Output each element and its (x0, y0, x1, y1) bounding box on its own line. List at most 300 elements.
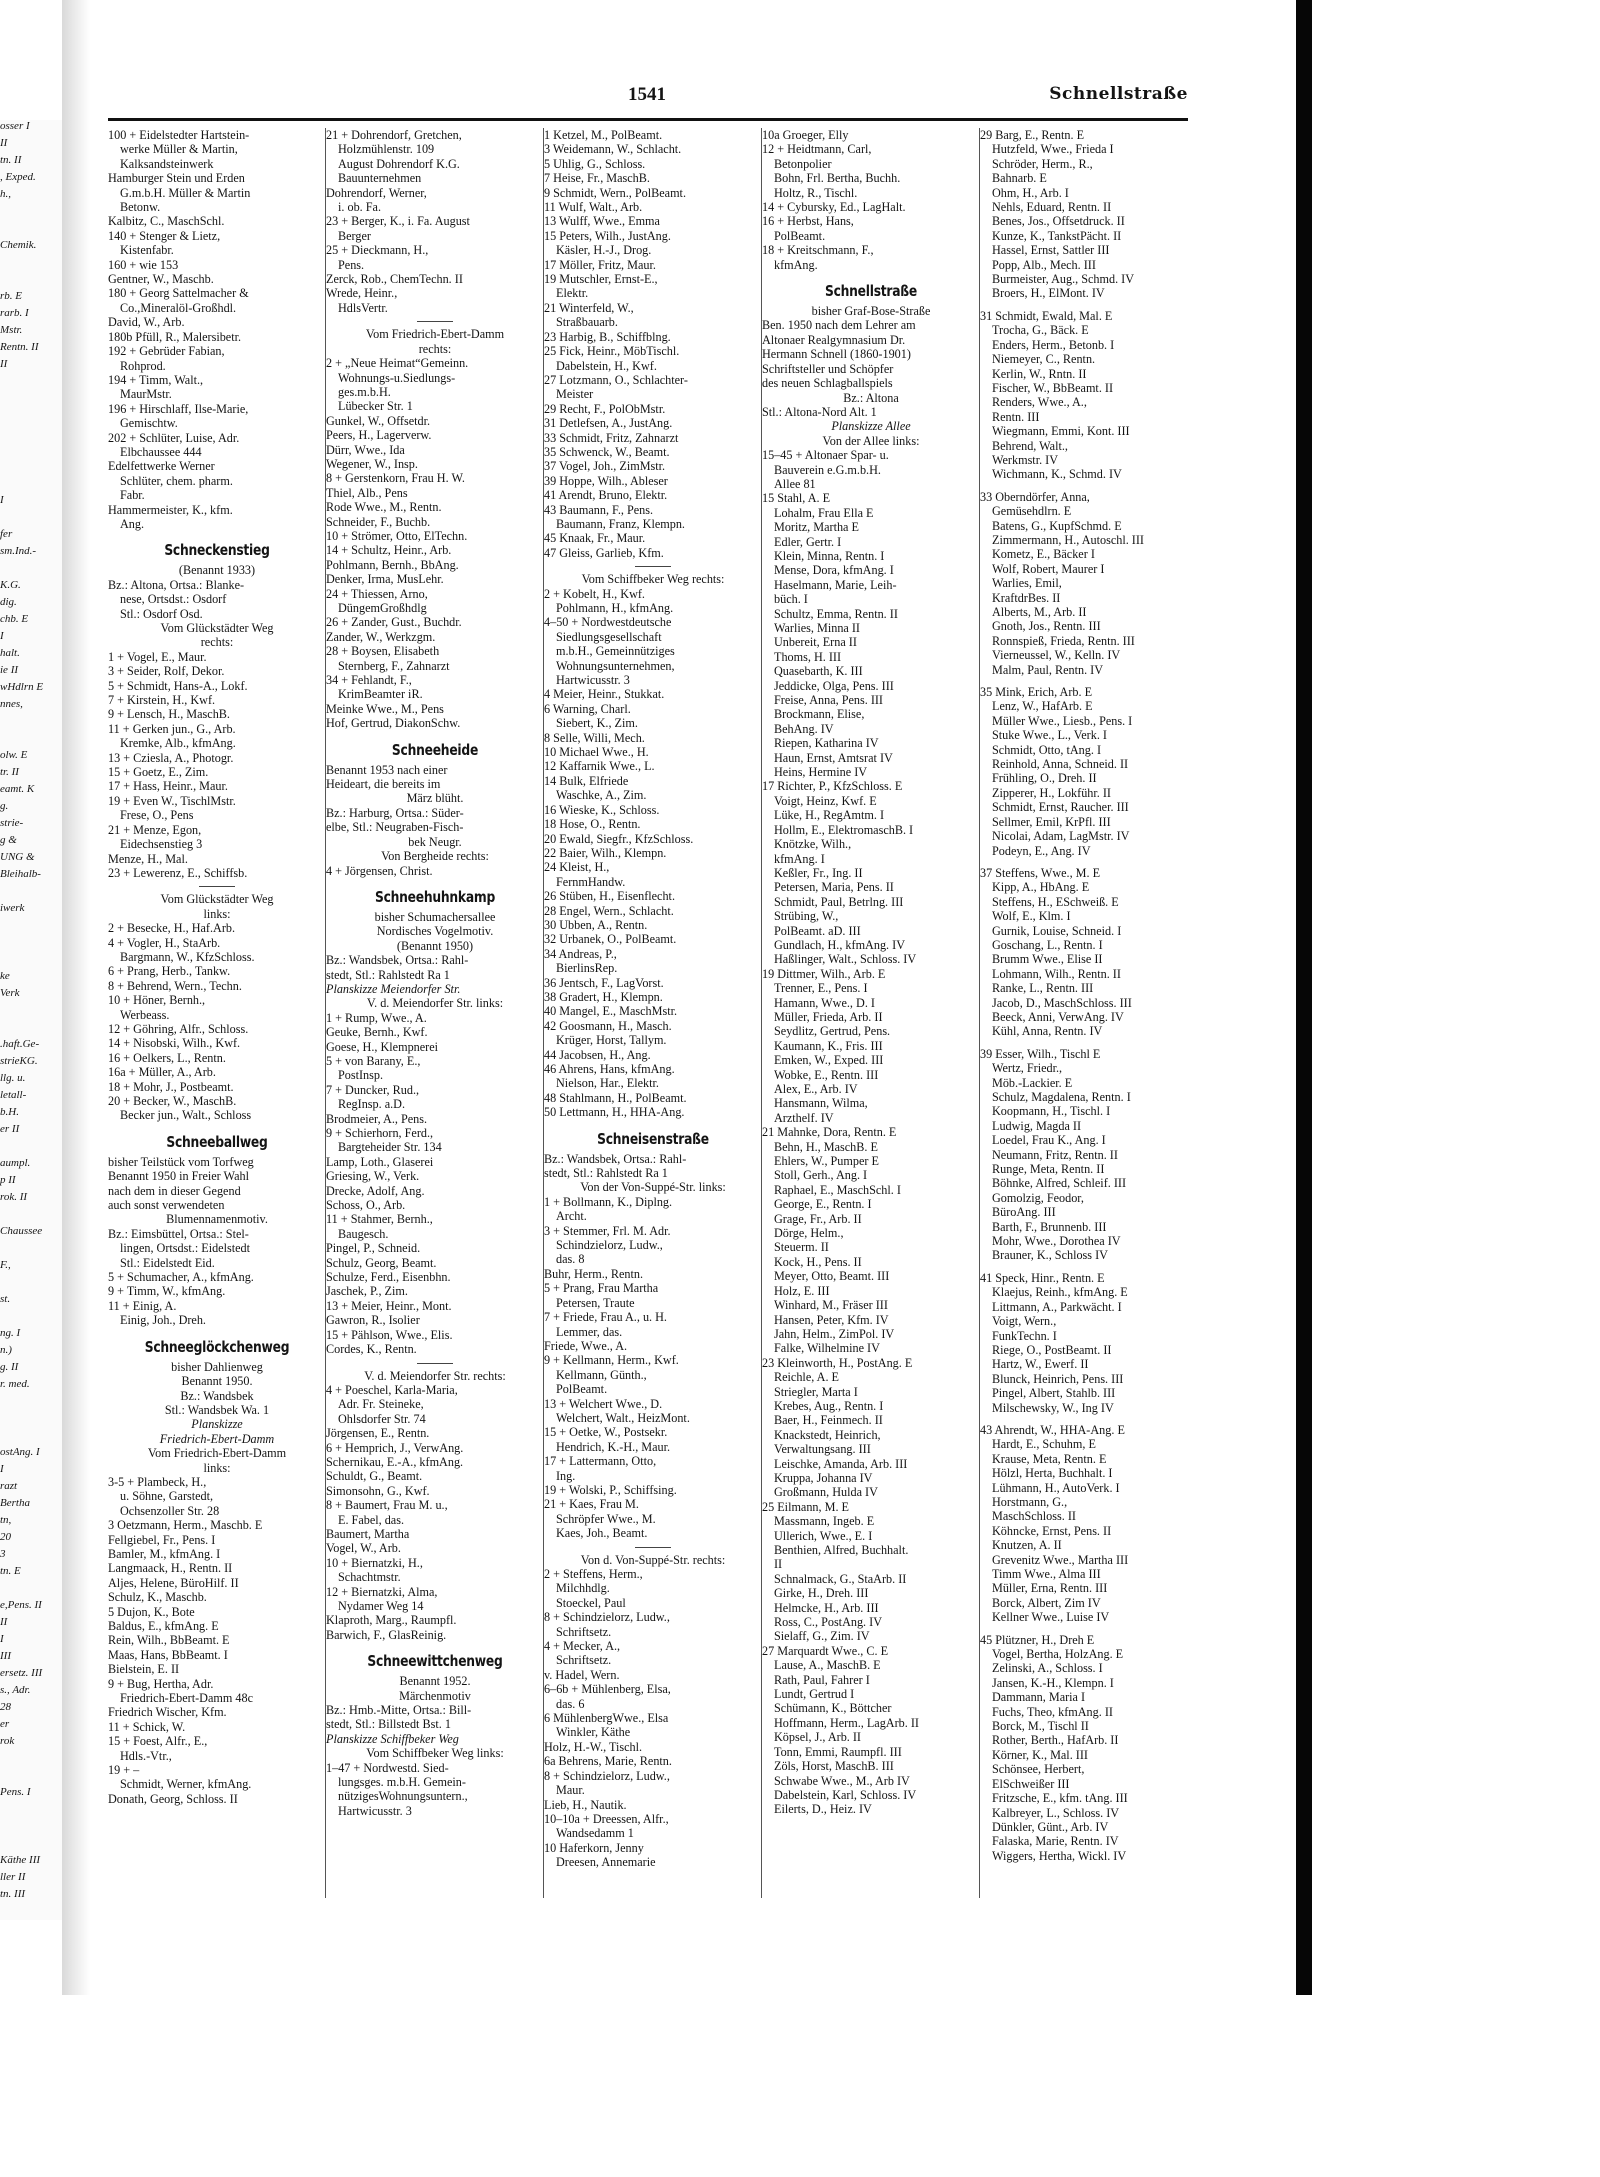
directory-entry: Friedrich-Ebert-Damm (159, 1431, 275, 1446)
directory-entry: Kaes, Joh., Beamt. (556, 1526, 648, 1541)
directory-entry: 5 Uhlig, G., Schloss. (544, 156, 646, 171)
directory-entry: i. ob. Fa. (338, 200, 381, 215)
directory-entry: Becker jun., Walt., Schloss (120, 1108, 252, 1123)
directory-entry: DüngemGroßhdlg (338, 601, 427, 615)
directory-entry: Tonn, Emmi, Raumpfl. III (774, 1744, 902, 1759)
directory-entry: Ing. (556, 1468, 576, 1483)
directory-entry: Müller, Erna, Rentn. III (992, 1581, 1108, 1596)
margin-fragment: I (0, 1463, 4, 1475)
directory-entry: Wertz, Friedr., (992, 1061, 1063, 1076)
directory-entry: 45 Knaak, Fr., Maur. (544, 531, 646, 546)
directory-entry: Ullerich, Wwe., E. I (774, 1528, 873, 1543)
directory-entry: 25 Eilmann, M. E (762, 1499, 849, 1514)
directory-entry: 33 Oberndörfer, Anna, (980, 489, 1090, 504)
directory-entry: Gawron, R., Isolier (326, 1313, 420, 1328)
directory-entry: Werkmstr. IV (992, 452, 1059, 467)
directory-entry: Planskizze Meiendorfer Str. (326, 981, 461, 996)
directory-entry: Milchhdlg. (556, 1581, 610, 1596)
directory-entry: Borck, Albert, Zim IV (992, 1595, 1101, 1610)
directory-entry: 8 Selle, Willi, Mech. (544, 730, 645, 745)
directory-entry: Cordes, K., Rentn. (326, 1342, 417, 1357)
directory-entry: Haselmann, Marie, Leih- (774, 577, 897, 592)
margin-fragment: Pens. I (0, 1786, 31, 1798)
page-header (108, 84, 1188, 118)
directory-entry: Brumm Wwe., Elise II (992, 952, 1103, 967)
directory-entry: August Dohrendorf K.G. (338, 156, 460, 171)
directory-entry: nese, Ortsdst.: Osdorf (120, 592, 227, 607)
directory-entry: Helmcke, H., Arb. III (774, 1600, 879, 1615)
directory-entry: PolBeamt. aD. III (774, 923, 861, 938)
directory-entry: 9 + Kellmann, Herm., Kwf. (544, 1353, 679, 1368)
directory-entry: (Benannt 1933) (178, 563, 256, 578)
directory-entry: Benannt 1953 nach einer (326, 762, 448, 777)
directory-entry: Winhard, M., Fräser III (774, 1298, 888, 1313)
directory-entry: Brockmann, Elise, (774, 707, 865, 722)
directory-entry: Schulz, K., Maschb. (108, 1590, 207, 1605)
directory-entry: 5 Dujon, K., Bote (108, 1604, 195, 1619)
directory-entry: Heideart, die bereits im (326, 777, 441, 792)
directory-entry: 21 Winterfeld, W., (544, 300, 634, 315)
directory-entry: Kellmann, Günth., (556, 1367, 647, 1382)
directory-entry: Dabelstein, H., Kwf. (556, 358, 657, 373)
directory-entry: Stuke Wwe., L., Verk. I (992, 728, 1107, 743)
directory-entry: 10 Michael Wwe., H. (544, 745, 649, 760)
directory-entry: 18 + Mohr, J., Postbeamt. (108, 1079, 234, 1094)
directory-entry: 12 + Biernatzki, Alma, (326, 1584, 438, 1599)
margin-fragment: s., Adr. (0, 1684, 31, 1696)
margin-fragment: g. (0, 800, 9, 812)
directory-entry: Von Bergheide rechts: (381, 849, 489, 864)
directory-entry: 3 Weidemann, W., Schlacht. (544, 142, 682, 157)
directory-entry: Ehlers, W., Pumper E (774, 1154, 879, 1169)
directory-entry: Simonsohn, G., Kwf. (326, 1483, 430, 1498)
directory-entry: 15 + Foest, Alfr., E., (108, 1734, 208, 1749)
directory-entry: bek Neugr. (408, 834, 462, 849)
directory-entry: 34 Andreas, P., (544, 946, 617, 961)
directory-entry: Bz.: Altona (843, 390, 899, 405)
directory-entry: Bahnarb. E (992, 171, 1047, 186)
directory-entry: 2 + „Neue Heimat“Gemeinn. (326, 356, 469, 371)
directory-entry: Von der Von-Suppé-Str. links: (580, 1180, 726, 1195)
margin-fragment: halt. (0, 647, 20, 659)
directory-entry: 41 Speck, Hinr., Rentn. E (980, 1270, 1105, 1285)
margin-fragment: Verk (0, 987, 20, 999)
directory-entry: Broers, H., ElMont. IV (992, 286, 1105, 301)
directory-entry: Popp, Alb., Mech. III (992, 257, 1096, 272)
directory-entry: 17 Richter, P., KfzSchloss. E (762, 779, 903, 794)
directory-entry: Hamann, Wwe., D. I (774, 995, 875, 1010)
directory-entry: Bargteheider Str. 134 (338, 1140, 442, 1155)
directory-entry: Alex, E., Arb. IV (774, 1082, 858, 1096)
directory-entry: 9 + Timm, W., kfmAng. (108, 1284, 226, 1299)
directory-entry: MaurMstr. (120, 387, 172, 402)
margin-fragment: p II (0, 1174, 16, 1186)
directory-entry: Schmidt, Otto, tAng. I (992, 742, 1102, 757)
directory-entry: Waschke, A., Zim. (556, 788, 647, 803)
directory-entry: Donath, Georg, Schloss. II (108, 1791, 238, 1806)
directory-entry: 17 + Hass, Heinr., Maur. (108, 779, 228, 794)
directory-entry: Holtz, R., Tischl. (774, 185, 858, 200)
margin-fragment: 28 (0, 1701, 11, 1713)
directory-entry: 39 Esser, Wilh., Tischl E (980, 1046, 1101, 1061)
directory-entry: Steffens, H., ESchweiß. E (992, 894, 1119, 909)
directory-entry: Barth, F., Brunnenb. III (992, 1219, 1107, 1234)
directory-entry: Littmann, A., Parkwächt. I (992, 1299, 1122, 1314)
directory-entry: Keßler, Fr., Ing. II (774, 865, 863, 880)
spacer (980, 1415, 1198, 1423)
directory-entry: 140 + Stenger & Lietz, (108, 228, 221, 243)
directory-entry: George, E., Rentn. I (774, 1197, 872, 1212)
directory-entry: 100 + Eidelstedter Hartstein- (108, 128, 250, 142)
directory-entry: Altonaer Realgymnasium Dr. (762, 332, 906, 347)
directory-entry: Fabr. (120, 488, 145, 503)
directory-entry: Ang. (120, 516, 145, 531)
margin-fragment: ersetz. III (0, 1667, 43, 1679)
directory-entry: Vom Schiffbeker Weg rechts: (581, 572, 725, 587)
margin-fragment: llg. u. (0, 1072, 26, 1084)
directory-entry: 15 + Oetke, W., Postsekr. (544, 1425, 668, 1440)
directory-entry: Drecke, Adolf, Ang. (326, 1183, 425, 1198)
directory-entry: 35 Mink, Erich, Arb. E (980, 685, 1093, 700)
spacer (980, 1263, 1198, 1271)
directory-entry: lungsges. m.b.H. Gemein- (338, 1775, 466, 1790)
directory-entry: Hammermeister, K., kfm. (108, 502, 233, 517)
directory-entry: 17 Möller, Fritz, Maur. (544, 257, 656, 272)
directory-entry: Dammann, Maria I (992, 1690, 1086, 1705)
directory-entry: Gundlach, H., kfmAng. IV (774, 937, 905, 952)
directory-entry: 27 Marquardt Wwe., C. E (762, 1643, 889, 1658)
directory-entry: Schulz, Georg, Beamt. (326, 1255, 437, 1270)
margin-fragment: ng. I (0, 1327, 21, 1339)
directory-entry: 192 + Gebrüder Fabian, (108, 344, 225, 359)
directory-entry: Wohnungsunternehmen, (556, 658, 675, 673)
header-rule (108, 118, 1188, 121)
directory-entry: G.m.b.H. Müller & Martin (120, 185, 251, 200)
directory-entry: Kalksandsteinwerk (120, 156, 214, 171)
directory-entry: Thoms, H. III (774, 649, 842, 664)
directory-entry: Bargmann, W., KfzSchloss. (120, 949, 255, 964)
directory-entry: Zimmermann, H., Autoschl. III (992, 532, 1144, 547)
directory-entry: 18 Hose, O., Rentn. (544, 817, 641, 832)
directory-entry: Gomolzig, Feodor, (992, 1190, 1084, 1205)
directory-entry: Enders, Herm., Betonb. I (992, 337, 1115, 352)
directory-entry: Trocha, G., Bäck. E (992, 323, 1089, 338)
directory-entry: Lamp, Loth., Glaserei (326, 1154, 434, 1169)
directory-entry: 11 + Stahmer, Bernh., (326, 1212, 433, 1227)
directory-entry: Holzmühlenstr. 109 (338, 142, 435, 157)
margin-fragment: Käthe III (0, 1854, 41, 1866)
directory-entry: Friede, Wwe., A. (544, 1338, 628, 1353)
directory-entry: Friedrich Wischer, Kfm. (108, 1705, 227, 1720)
directory-entry: Gurnik, Louise, Schneid. I (992, 923, 1122, 938)
margin-fragment: ke (0, 970, 10, 982)
directory-entry: 27 Lotzmann, O., Schlachter- (544, 372, 688, 387)
directory-entry: 9 Schmidt, Wern., PolBeamt. (544, 185, 686, 200)
margin-fragment: UNG & (0, 851, 35, 863)
directory-entry: 3 + Seider, Rolf, Dekor. (108, 664, 225, 679)
directory-entry: stedt, Stl.: Rahlstedt Ra 1 (326, 967, 450, 982)
margin-fragment: ie II (0, 664, 19, 676)
street-heading: Schneeglöckchenweg (144, 1337, 290, 1356)
running-head: Schnellstraße (1049, 84, 1188, 104)
directory-entry: Allee 81 (774, 476, 816, 491)
directory-entry: 28 + Boysen, Elisabeth (326, 644, 440, 659)
directory-entry: 2 + Steffens, Herm., (544, 1567, 643, 1581)
directory-entry: Gnoth, Jos., Rentn. III (992, 619, 1101, 634)
directory-entry: Kalbreyer, L., Schloss. IV (992, 1805, 1120, 1820)
directory-entry: Voigt, Wern., (992, 1314, 1057, 1329)
directory-entry: 21 + Kaes, Frau M. (544, 1497, 639, 1512)
directory-entry: Benannt 1950 in Freier Wahl (108, 1169, 249, 1184)
directory-entry: Verwaltungsang. III (774, 1442, 871, 1457)
directory-entry: 21 Mahnke, Dora, Rentn. E (762, 1125, 897, 1140)
directory-entry: 16 + Oelkers, L., Rentn. (108, 1050, 226, 1065)
directory-entry: FernmHandw. (556, 874, 626, 889)
margin-fragment: strieKG. (0, 1055, 38, 1067)
directory-entry: Lenz, W., HafArb. E (992, 699, 1093, 714)
directory-entry: Beeck, Anni, VerwAng. IV (992, 1009, 1124, 1024)
directory-entry: 35 Schwenck, W., Beamt. (544, 444, 670, 459)
directory-entry: 43 Baumann, F., Pens. (544, 502, 654, 517)
directory-entry: 13 + Welchert Wwe., D. (544, 1396, 663, 1411)
directory-entry: 19 + – (108, 1763, 140, 1778)
directory-entry: 13 + Cziesla, A., Photogr. (108, 750, 234, 765)
directory-entry: Sellmer, Emil, KrPfl. III (992, 814, 1111, 829)
margin-fragment: 20 (0, 1531, 11, 1543)
directory-entry: 31 Schmidt, Ewald, Mal. E (980, 308, 1113, 323)
directory-entry: Welchert, Walt., HeizMont. (556, 1410, 690, 1425)
directory-entry: 5 + Schmidt, Hans-A., Lokf. (108, 678, 248, 693)
directory-entry: Kunze, K., TankstPächt. II (992, 228, 1122, 243)
directory-entry: Geuke, Bernh., Kwf. (326, 1025, 428, 1040)
page-gutter (62, 0, 90, 1995)
directory-entry: Nielson, Har., Elektr. (556, 1076, 659, 1091)
directory-entry: Bohn, Frl. Bertha, Buchh. (774, 171, 901, 186)
spacer (980, 677, 1198, 685)
directory-entry: Hansmann, Wilma, (774, 1096, 868, 1111)
directory-entry: Dreesen, Annemarie (556, 1855, 656, 1870)
directory-entry: bisher Dahlienweg (171, 1359, 263, 1374)
directory-entry: Stoeckel, Paul (556, 1595, 626, 1610)
directory-entry: Kometz, E., Bäcker I (992, 547, 1095, 562)
directory-entry: Schulze, Ferd., Eisenbhn. (326, 1270, 451, 1285)
directory-entry: 12 Kaffarnik Wwe., L. (544, 759, 655, 774)
directory-entry: Klaproth, Marg., Raumpfl. (326, 1613, 457, 1628)
directory-entry: Schneider, F., Buchb. (326, 514, 431, 529)
directory-entry: 36 Jentsch, F., LagVorst. (544, 975, 664, 990)
directory-entry: 7 + Duncker, Rud., (326, 1082, 420, 1097)
directory-entry: 14 + Cybursky, Ed., LagHalt. (762, 200, 906, 215)
directory-entry: 13 + Meier, Heinr., Mont. (326, 1298, 452, 1313)
directory-entry: Menze, H., Mal. (108, 851, 188, 866)
directory-entry: 6 Warning, Charl. (544, 701, 631, 716)
margin-fragment: nnes, (0, 698, 23, 710)
margin-fragment: e,Pens. II (0, 1599, 42, 1611)
section-separator (635, 566, 671, 567)
directory-entry: 15 Stahl, A. E (762, 491, 831, 506)
directory-entry: 3 Oetzmann, Herm., Maschb. E (108, 1518, 263, 1533)
margin-fragment: III (0, 1650, 11, 1662)
directory-entry: Sternberg, F., Zahnarzt (338, 658, 450, 673)
directory-entry: 15 + Pählson, Wwe., Elis. (326, 1327, 453, 1342)
directory-entry: kfmAng. I (774, 851, 825, 866)
directory-entry: 4 + Mecker, A., (544, 1639, 621, 1654)
margin-fragment: r. med. (0, 1378, 30, 1390)
directory-entry: Planskizze Allee (831, 419, 911, 434)
directory-entry: Hartwicusstr. 3 (556, 673, 630, 688)
directory-entry: 41 Arendt, Bruno, Elektr. (544, 488, 668, 503)
margin-fragment: eamt. K (0, 783, 35, 795)
street-heading: Schneckenstieg (164, 541, 270, 560)
directory-entry: Bielstein, E. II (108, 1662, 180, 1677)
directory-entry: 23 + Lewerenz, E., Schiffsb. (108, 865, 248, 880)
directory-entry: Fritzsche, E., kfm. tAng. III (992, 1791, 1128, 1806)
directory-entry: Langmaack, H., Rentn. II (108, 1561, 233, 1576)
directory-entry: V. d. Meiendorfer Str. links: (366, 996, 504, 1011)
directory-entry: Benannt 1952. (399, 1674, 471, 1689)
margin-fragment: II (0, 1616, 8, 1628)
directory-entry: Schmidt, Werner, kfmAng. (120, 1777, 252, 1792)
directory-entry: Horstmann, G., (992, 1494, 1068, 1509)
directory-entry: 24 Kleist, H., (544, 860, 610, 875)
directory-entry: 15–45 + Altonaer Spar- u. (762, 448, 889, 463)
directory-entry: Niemeyer, C., Rentn. (992, 352, 1096, 367)
directory-entry: Seydlitz, Gertrud, Pens. (774, 1024, 891, 1039)
directory-entry: Kühl, Anna, Rentn. IV (992, 1024, 1103, 1039)
directory-entry: 1 + Bollmann, K., Diplng. (544, 1194, 673, 1209)
directory-entry: PolBeamt. (774, 228, 826, 243)
directory-entry: Brodmeier, A., Pens. (326, 1111, 428, 1126)
directory-entry: Borck, M., Tischl II (992, 1719, 1089, 1734)
margin-fragment: K.G. (0, 579, 21, 591)
directory-entry: Kellner Wwe., Luise IV (992, 1610, 1110, 1625)
directory-entry: Schlüter, chem. pharm. (120, 473, 233, 488)
directory-entry: Kock, H., Pens. II (774, 1254, 862, 1269)
directory-entry: 26 + Zander, Gust., Buchdr. (326, 615, 462, 630)
directory-entry: 34 + Fehlandt, F., (326, 673, 412, 688)
directory-entry: v. Hadel, Wern. (544, 1667, 620, 1682)
directory-entry: bisher Teilstück vom Torfweg (108, 1154, 254, 1169)
directory-entry: 22 Baier, Wilh., Klempn. (544, 845, 667, 860)
directory-entry: Köhncke, Ernst, Pens. II (992, 1523, 1112, 1538)
directory-entry: bisher Schumachersallee (374, 909, 496, 924)
directory-entry: 23 + Berger, K., i. Fa. August (326, 214, 470, 229)
directory-entry: Alberts, M., Arb. II (992, 605, 1087, 619)
directory-entry: Benthien, Alfred, Buchhalt. (774, 1543, 909, 1557)
margin-fragment: Bertha (0, 1497, 30, 1509)
margin-fragment: st. (0, 1293, 11, 1305)
directory-entry: Bz.: Wandsbek, Ortsa.: Rahl- (544, 1151, 687, 1166)
directory-entry: Stl.: Altona-Nord Alt. 1 (762, 404, 877, 419)
directory-entry: 4 + Jörgensen, Christ. (326, 863, 433, 878)
directory-entry: Riepen, Katharina IV (774, 736, 879, 751)
directory-entry: 180 + Georg Sattelmacher & (108, 286, 249, 301)
directory-entry: 23 Kleinworth, H., PostAng. E (762, 1355, 913, 1370)
directory-entry: links: (203, 906, 231, 921)
directory-entry: Jahn, Helm., ZimPol. IV (774, 1326, 895, 1341)
directory-entry: Schröpfer Wwe., M. (556, 1511, 656, 1526)
directory-entry: Schindzielorz, Ludw., (556, 1238, 663, 1253)
directory-entry: Schümann, K., Böttcher (774, 1701, 892, 1716)
directory-entry: Hartz, W., Ewerf. II (992, 1357, 1089, 1372)
directory-entry: 40 Mangel, E., MaschMstr. (544, 1004, 678, 1019)
directory-entry: Kalbitz, C., MaschSchl. (108, 214, 225, 229)
directory-entry: Baugesch. (338, 1226, 389, 1241)
directory-entry: FunkTechn. I (992, 1328, 1057, 1343)
directory-entry: Bz.: Harburg, Ortsa.: Süder- (326, 805, 464, 820)
directory-entry: Arzthelf. IV (774, 1110, 834, 1125)
directory-entry: Falaska, Marie, Rentn. IV (992, 1834, 1119, 1849)
directory-entry: Einig, Joh., Dreh. (120, 1313, 206, 1328)
directory-entry: (Benannt 1950) (396, 938, 474, 953)
directory-entry: u. Söhne, Garstedt, (120, 1489, 214, 1504)
directory-entry: 33 Schmidt, Fritz, Zahnarzt (544, 430, 679, 445)
directory-entry: Loedel, Frau K., Ang. I (992, 1133, 1106, 1148)
directory-entry: Kerlin, W., Rntn. II (992, 366, 1087, 381)
directory-entry: Barwich, F., GlasReinig. (326, 1627, 447, 1642)
directory-entry: 3-5 + Plambeck, H., (108, 1474, 207, 1489)
directory-entry: Haun, Ernst, Amtsrat IV (774, 750, 893, 765)
directory-entry: 10–10a + Dreessen, Alfr., (544, 1811, 669, 1826)
directory-entry: 45 Plützner, H., Dreh E (980, 1632, 1095, 1647)
directory-entry: Schröder, Herm., R., (992, 156, 1093, 171)
directory-entry: Klaejus, Reinh., kfmAng. E (992, 1285, 1128, 1300)
directory-entry: Maas, Hans, BbBeamt. I (108, 1647, 228, 1662)
directory-entry: Blunck, Heinrich, Pens. III (992, 1371, 1124, 1386)
directory-entry: 28 Engel, Wern., Schlacht. (544, 903, 674, 918)
directory-entry: 6–6b + Mühlenberg, Elsa, (544, 1682, 671, 1697)
directory-entry: auch sonst verwendeten (108, 1198, 225, 1213)
directory-entry: Nordisches Vogelmotiv. (376, 924, 494, 939)
directory-entry: 18 + Kreitschmann, F., (762, 243, 874, 258)
directory-entry: Planskizze (191, 1417, 243, 1432)
directory-entry: Stl.: Osdorf Osd. (120, 606, 203, 621)
directory-entry: Ochsenzoller Str. 28 (120, 1503, 220, 1518)
directory-entry: 16 + Herbst, Hans, (762, 214, 854, 229)
directory-entry: 43 Ahrendt, W., HHA-Ang. E (980, 1422, 1125, 1437)
directory-entry: Wrede, Heinr., (326, 286, 398, 301)
directory-entry: Betonpolier (774, 156, 832, 171)
directory-entry: Malm, Paul, Rentn. IV (992, 662, 1104, 677)
directory-entry: Goschang, L., Rentn. I (992, 937, 1103, 952)
directory-entry: Strübing, W., (774, 909, 839, 924)
directory-entry: BehAng. IV (774, 721, 834, 736)
directory-entry: 180b Pfüll, R., Malersibetr. (108, 329, 242, 344)
directory-entry: 46 Ahrens, Hans, kfmAng. (544, 1062, 675, 1076)
margin-fragment: Mstr. (0, 324, 23, 336)
directory-entry: Holz, E. III (774, 1283, 830, 1298)
directory-entry: Rother, Berth., HafArb. II (992, 1733, 1119, 1748)
directory-entry: V. d. Meiendorfer Str. rechts: (364, 1368, 506, 1383)
directory-entry: 2 + Besecke, H., Haf.Arb. (108, 921, 236, 936)
directory-entry: Voigt, Heinz, Kwf. E (774, 793, 877, 808)
directory-entry: Ludwig, Magda II (992, 1118, 1082, 1133)
margin-fragment: ostAng. I (0, 1446, 40, 1458)
directory-entry: Schoss, O., Arb. (326, 1198, 406, 1213)
directory-entry: 48 Stahlmann, H., PolBeamt. (544, 1090, 687, 1105)
directory-entry: Knutzen, A. II (992, 1538, 1062, 1553)
directory-entry: Hermann Schnell (1860-1901) (762, 347, 911, 362)
margin-fragment: .haft.Ge- (0, 1038, 40, 1050)
directory-entry: Hartwicusstr. 3 (338, 1803, 412, 1818)
directory-entry: Massmann, Ingeb. E (774, 1514, 875, 1529)
directory-entry: PolBeamt. (556, 1382, 608, 1397)
directory-entry: Wolf, Robert, Maurer I (992, 561, 1105, 576)
directory-entry: Lohmann, Wilh., Rentn. II (992, 966, 1121, 981)
directory-entry: 19 + Even W., TischlMstr. (108, 793, 236, 808)
directory-entry: Schernikau, E.-A., kfmAng. (326, 1454, 464, 1469)
directory-entry: Schönsee, Herbert, (992, 1762, 1085, 1777)
